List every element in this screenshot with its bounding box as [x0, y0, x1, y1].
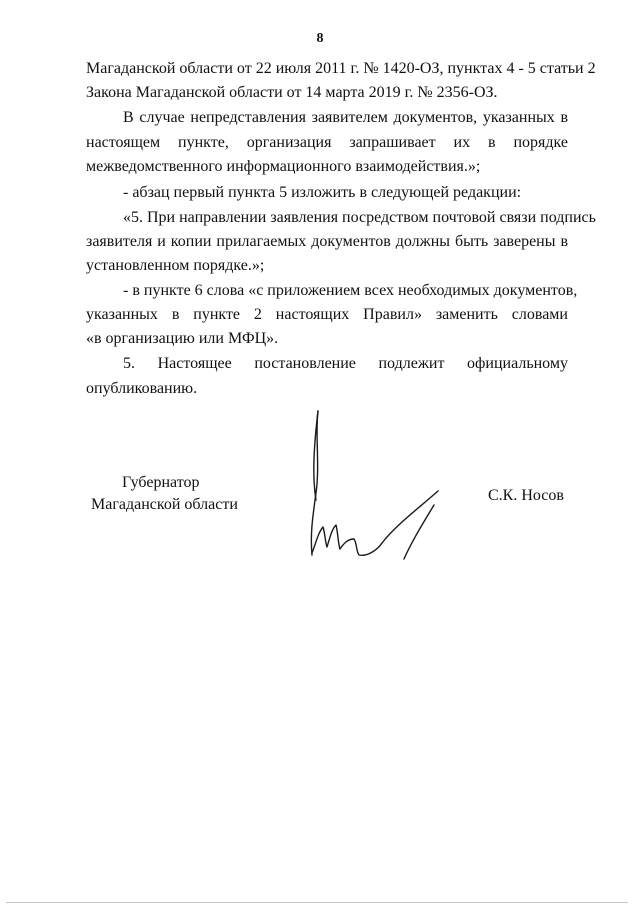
paragraph-line: указанных в пункте 2 настоящих Правил» заменить словами [86, 306, 568, 323]
signatory-position-line1: Губернатор [122, 474, 200, 491]
paragraph-line: - в пункте 6 слова «с приложением всех необходимых документов, [123, 282, 578, 299]
paragraph-line: опубликованию. [86, 380, 198, 397]
page-number: 8 [316, 31, 324, 46]
paragraph-line: Магаданской области от 22 июля 2011 г. № 1420-ОЗ, пунктах 4 - 5 статьи 2 [86, 60, 596, 77]
paragraph-line: 5. Настоящее постановление подлежит официальному [123, 355, 568, 372]
handwritten-signature [296, 405, 446, 575]
paragraph-line: настоящем пункте, организация запрашивает их в порядке [86, 134, 568, 151]
paragraph-line: Закона Магаданской области от 14 марта 2019 г. № 2356-ОЗ. [86, 84, 498, 101]
paragraph-line: В случае непредставления заявителем документов, указанных в [123, 109, 568, 126]
paragraph-line: - абзац первый пункта 5 изложить в следующей редакции: [123, 184, 522, 201]
paragraph-line: установленном порядке.»; [86, 257, 265, 274]
paragraph-line: «5. При направлении заявления посредством почтовой связи подпись [123, 209, 596, 226]
paragraph-line: «в организацию или МФЦ». [86, 330, 279, 347]
paragraph-line: межведомственного информационного взаимодействия.»; [86, 158, 481, 175]
signer-name: С.К. Носов [488, 487, 564, 504]
paragraph-line: заявителя и копии прилагаемых документов должны быть заверены в [86, 233, 568, 250]
signatory-position-line2: Магаданской области [91, 496, 238, 513]
page-bottom-edge [6, 902, 628, 903]
